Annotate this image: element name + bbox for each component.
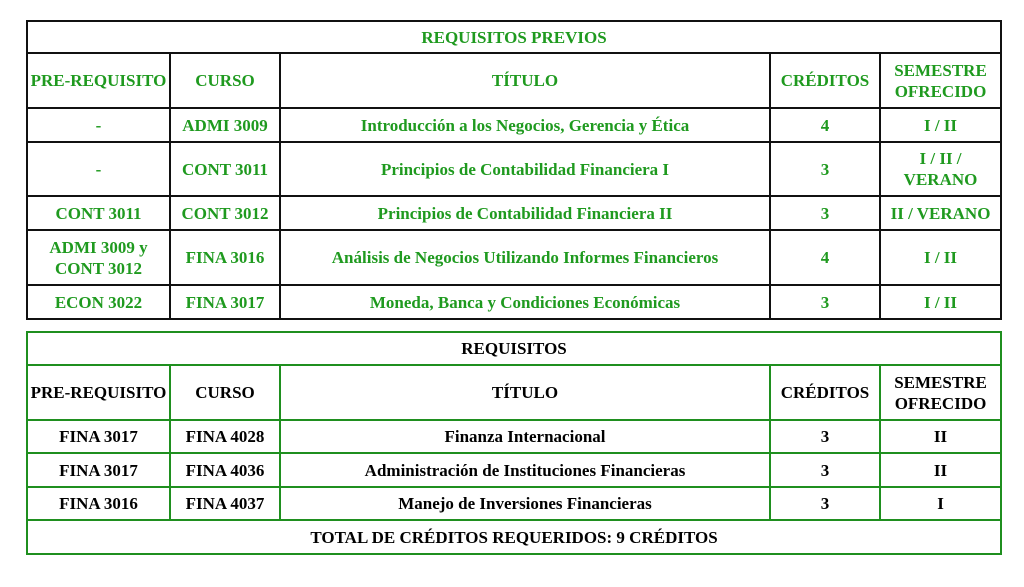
cell-credits: 3 [770, 285, 880, 319]
header-title: TÍTULO [280, 53, 770, 108]
cell-course: FINA 4028 [170, 420, 280, 453]
cell-prerequisite: FINA 3017 [27, 453, 170, 487]
header-prerequisite: PRE-REQUISITO [27, 53, 170, 108]
cell-prerequisite: - [27, 142, 170, 196]
cell-title: Finanza Internacional [280, 420, 770, 453]
cell-title: Administración de Instituciones Financieras [280, 453, 770, 487]
header-semester: SEMESTRE OFRECIDO [880, 53, 1001, 108]
cell-credits: 4 [770, 108, 880, 142]
prerequisites-table [26, 20, 1002, 320]
table-row [27, 487, 1001, 520]
cell-title: Principios de Contabilidad Financiera I [280, 142, 770, 196]
cell-prerequisite: ECON 3022 [27, 285, 170, 319]
cell-credits: 3 [770, 453, 880, 487]
header-course: CURSO [170, 53, 280, 108]
header-title: TÍTULO [280, 365, 770, 420]
table-row [27, 108, 1001, 142]
header-semester: SEMESTRE OFRECIDO [880, 365, 1001, 420]
cell-title: Moneda, Banca y Condiciones Económicas [280, 285, 770, 319]
header-credits: CRÉDITOS [770, 365, 880, 420]
cell-credits: 3 [770, 142, 880, 196]
requirements-table [26, 331, 1002, 555]
table-row [27, 196, 1001, 230]
cell-course: FINA 3017 [170, 285, 280, 319]
cell-course: CONT 3011 [170, 142, 280, 196]
cell-credits: 4 [770, 230, 880, 285]
cell-semester: I / II / VERANO [880, 142, 1001, 196]
cell-title: Manejo de Inversiones Financieras [280, 487, 770, 520]
cell-prerequisite: FINA 3016 [27, 487, 170, 520]
header-course: CURSO [170, 365, 280, 420]
cell-prerequisite: CONT 3011 [27, 196, 170, 230]
cell-prerequisite: ADMI 3009 y CONT 3012 [27, 230, 170, 285]
table-row [27, 230, 1001, 285]
cell-semester: I [880, 487, 1001, 520]
cell-course: ADMI 3009 [170, 108, 280, 142]
cell-title: Introducción a los Negocios, Gerencia y Ética [280, 108, 770, 142]
cell-title: Análisis de Negocios Utilizando Informes Financieros [280, 230, 770, 285]
cell-semester: I / II [880, 108, 1001, 142]
table-title: REQUISITOS [27, 332, 1001, 365]
cell-course: FINA 4036 [170, 453, 280, 487]
cell-title: Principios de Contabilidad Financiera II [280, 196, 770, 230]
total-credits: TOTAL DE CRÉDITOS REQUERIDOS: 9 CRÉDITOS [27, 520, 1001, 554]
cell-semester: II [880, 420, 1001, 453]
cell-credits: 3 [770, 420, 880, 453]
cell-semester: I / II [880, 230, 1001, 285]
cell-semester: II / VERANO [880, 196, 1001, 230]
header-prerequisite: PRE-REQUISITO [27, 365, 170, 420]
cell-credits: 3 [770, 196, 880, 230]
cell-semester: I / II [880, 285, 1001, 319]
cell-prerequisite: FINA 3017 [27, 420, 170, 453]
cell-course: FINA 3016 [170, 230, 280, 285]
cell-credits: 3 [770, 487, 880, 520]
table-row [27, 420, 1001, 453]
table-row [27, 142, 1001, 196]
table-row [27, 285, 1001, 319]
cell-course: CONT 3012 [170, 196, 280, 230]
header-credits: CRÉDITOS [770, 53, 880, 108]
cell-course: FINA 4037 [170, 487, 280, 520]
table-row [27, 453, 1001, 487]
table-title: REQUISITOS PREVIOS [27, 21, 1001, 53]
cell-semester: II [880, 453, 1001, 487]
cell-prerequisite: - [27, 108, 170, 142]
